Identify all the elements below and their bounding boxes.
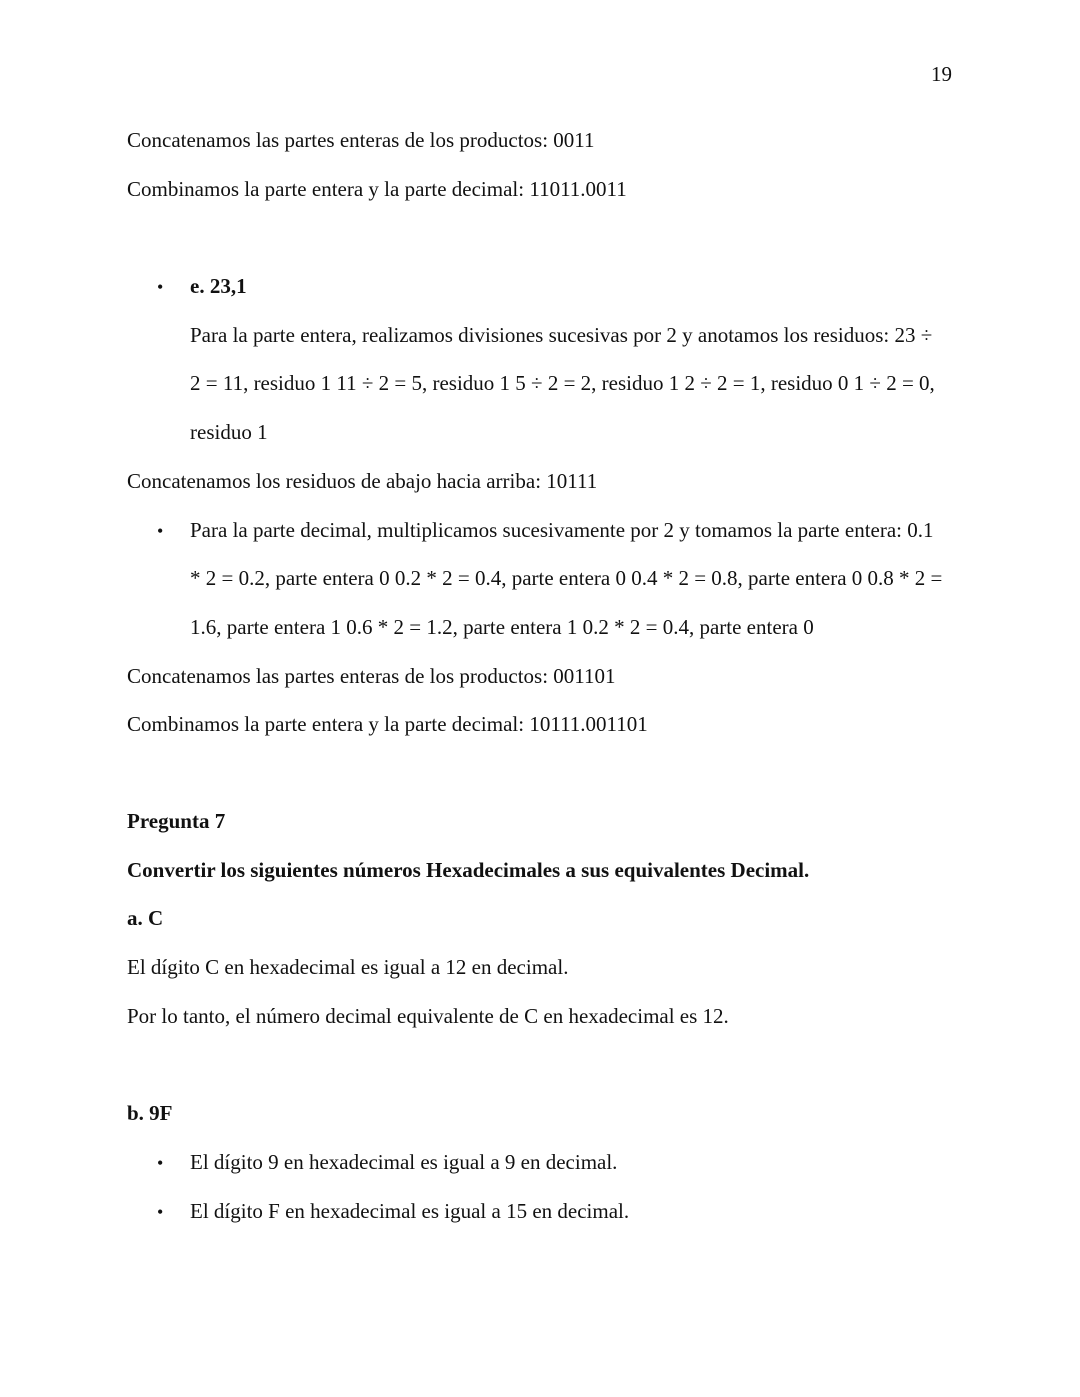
text-line: El dígito F en hexadecimal es igual a 15 en decimal.	[190, 1199, 630, 1223]
text-line: El dígito C en hexadecimal es igual a 12 en decimal.	[127, 955, 569, 979]
text-line: 2 = 11, residuo 1 11 ÷ 2 = 5, residuo 1 5 ÷ 2 = 2, residuo 1 2 ÷ 2 = 1, residuo 0 1 ÷ 2 = 0,	[190, 371, 935, 395]
text-line: Combinamos la parte entera y la parte decimal: 10111.001101	[127, 712, 648, 736]
subheading-a: a. C	[127, 906, 164, 930]
bullet-icon: •	[157, 1153, 164, 1173]
text-line: Para la parte decimal, multiplicamos sucesivamente por 2 y tomamos la parte entera: 0.1	[190, 518, 934, 542]
question-text: Convertir los siguientes números Hexadecimales a sus equivalentes Decimal.	[127, 858, 810, 882]
page-number: 19	[931, 62, 952, 86]
text-line: 1.6, parte entera 1 0.6 * 2 = 1.2, parte entera 1 0.2 * 2 = 0.4, parte entera 0	[190, 615, 814, 639]
bullet-icon: •	[157, 1202, 164, 1222]
subheading-b: b. 9F	[127, 1101, 173, 1125]
bullet-icon: •	[157, 277, 164, 297]
text-line: * 2 = 0.2, parte entera 0 0.2 * 2 = 0.4, parte entera 0 0.4 * 2 = 0.8, parte entera 0 0.8 * 2 =	[190, 566, 943, 590]
text-line: Concatenamos las partes enteras de los productos: 0011	[127, 128, 595, 152]
text-line: Para la parte entera, realizamos divisiones sucesivas por 2 y anotamos los residuos: 23 ÷	[190, 323, 933, 347]
text-line: Concatenamos los residuos de abajo hacia arriba: 10111	[127, 469, 598, 493]
bullet-icon: •	[157, 521, 164, 541]
subheading-e: e. 23,1	[190, 274, 247, 298]
section-heading: Pregunta 7	[127, 809, 226, 833]
text-line: Combinamos la parte entera y la parte decimal: 11011.0011	[127, 177, 627, 201]
text-line: Concatenamos las partes enteras de los productos: 001101	[127, 664, 616, 688]
text-line: residuo 1	[190, 420, 268, 444]
text-line: El dígito 9 en hexadecimal es igual a 9 en decimal.	[190, 1150, 618, 1174]
text-line: Por lo tanto, el número decimal equivalente de C en hexadecimal es 12.	[127, 1004, 729, 1028]
